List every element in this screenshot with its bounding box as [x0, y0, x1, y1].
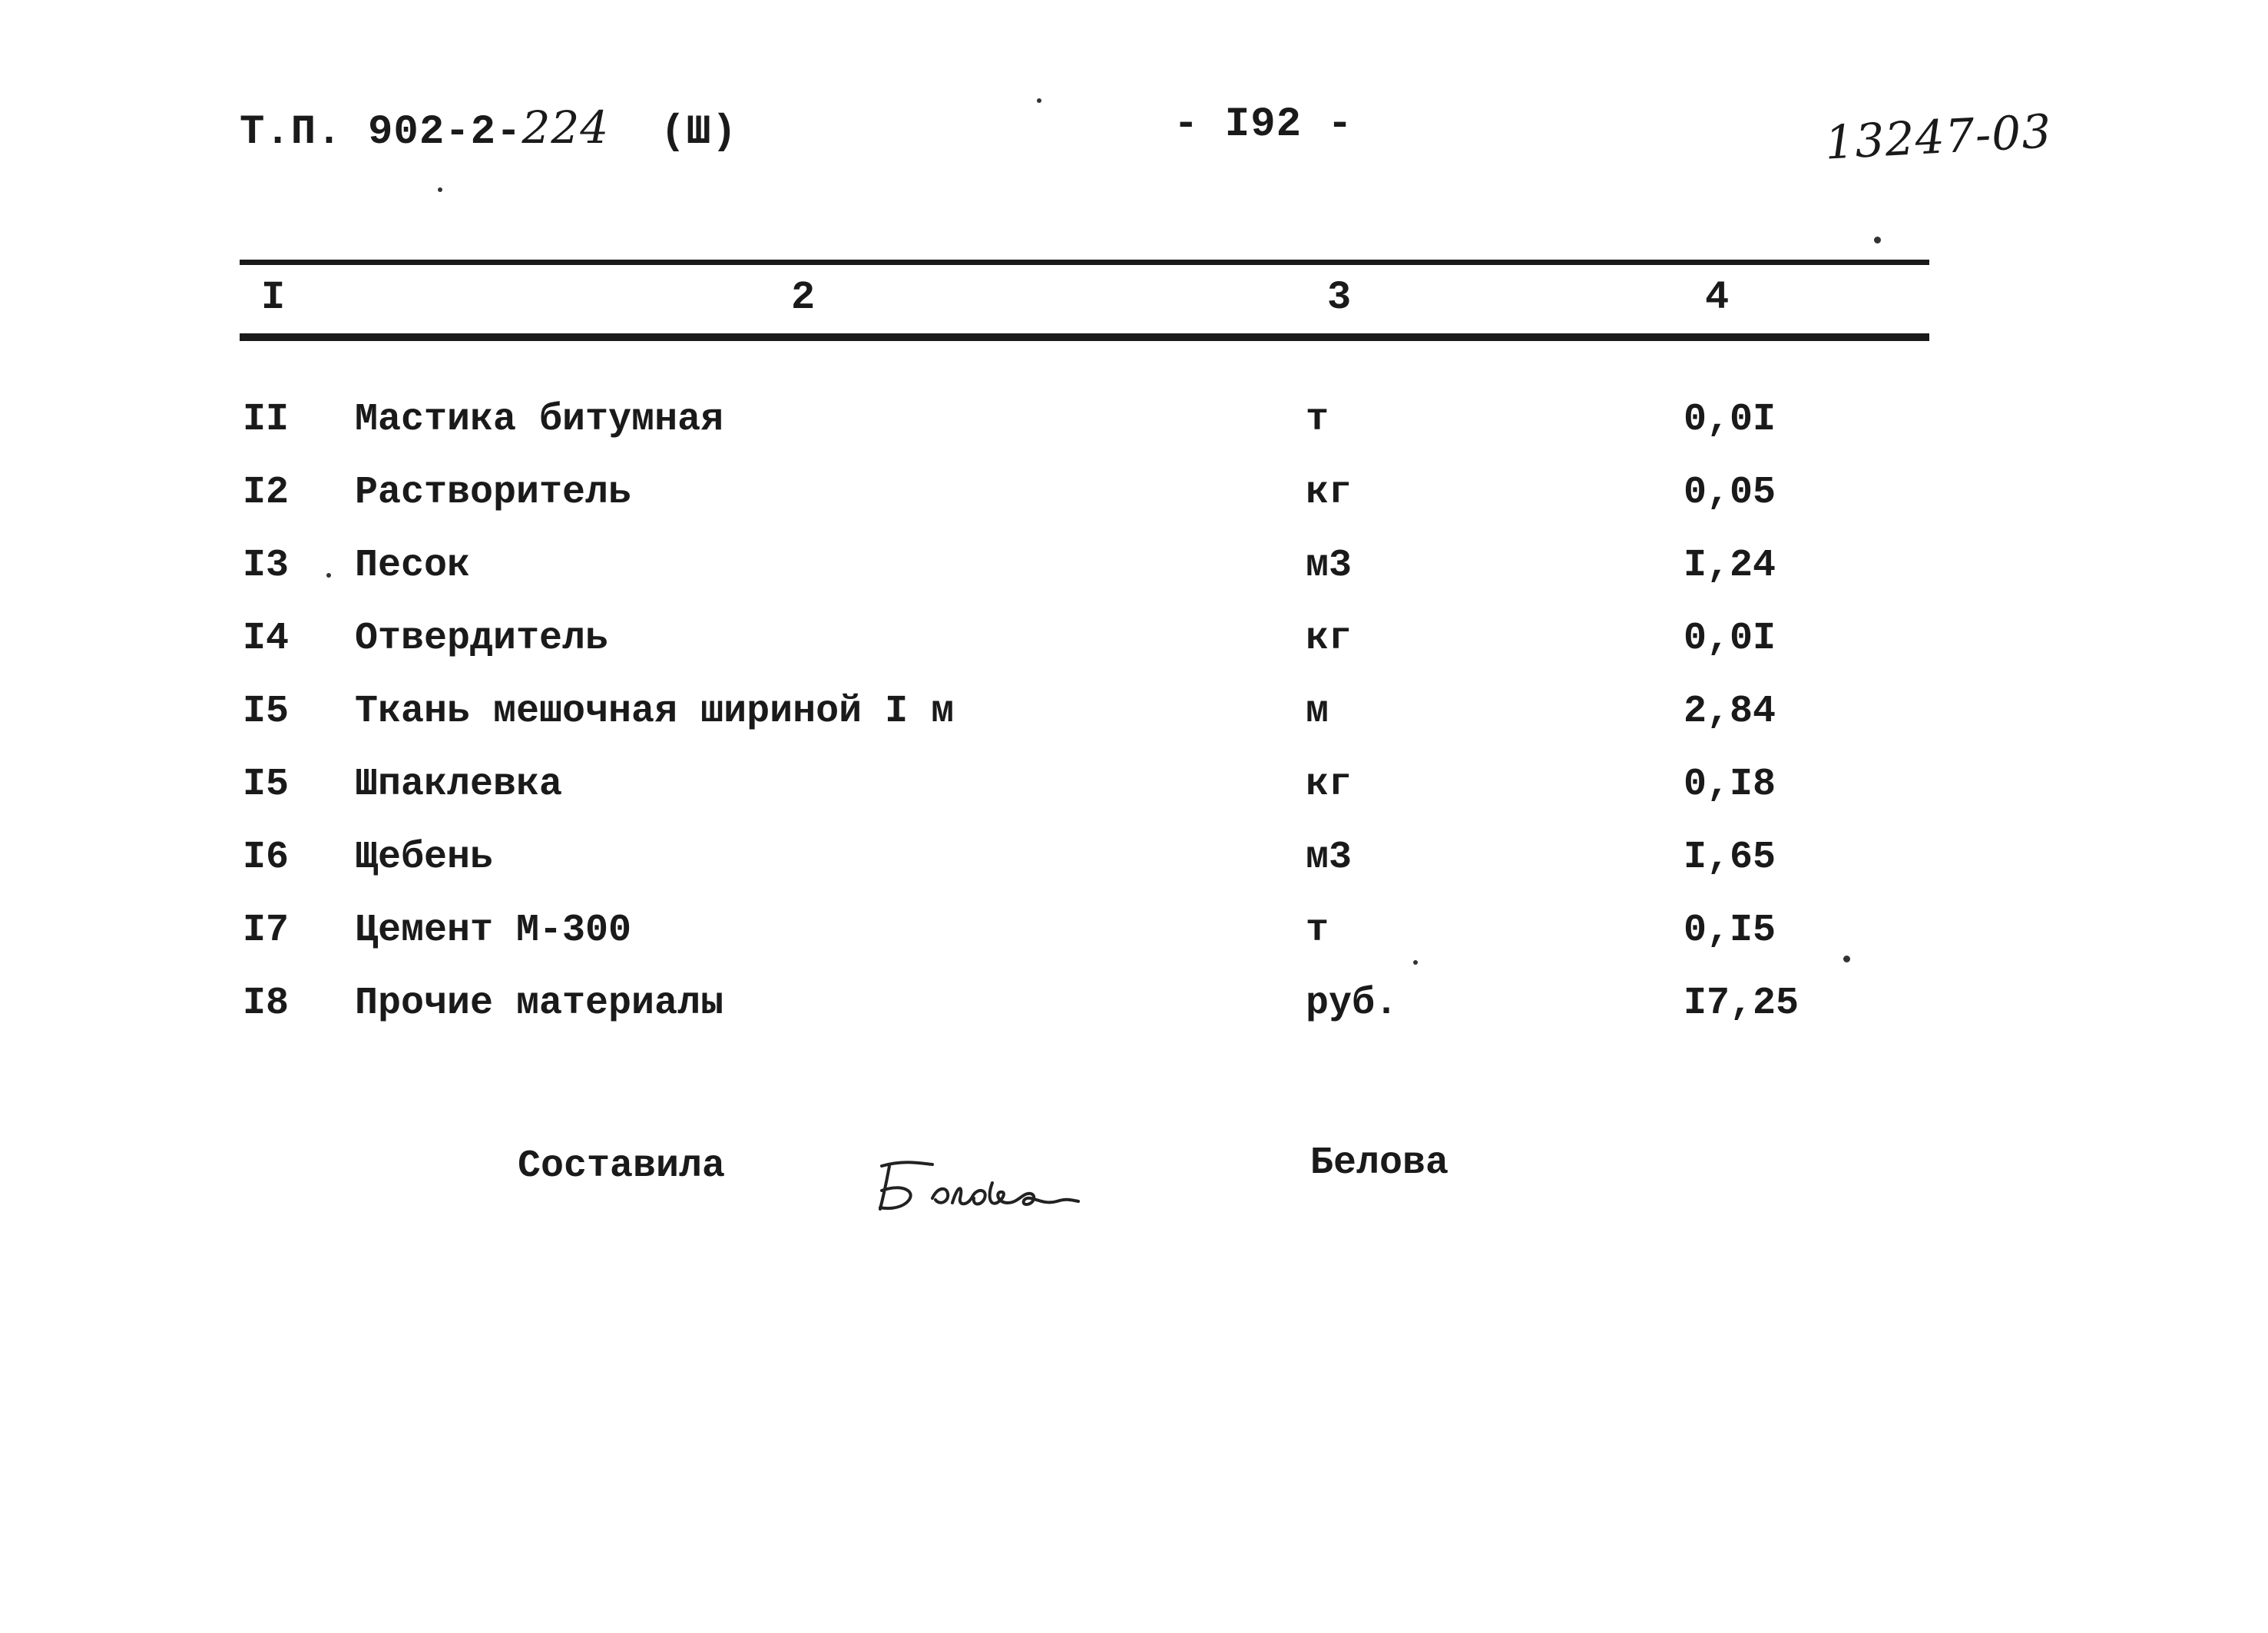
page-number: - I92 - — [1174, 101, 1353, 148]
compiler-name: Белова — [1310, 1141, 1449, 1185]
quantity: I,24 — [1684, 544, 1776, 588]
row-number: I6 — [243, 836, 290, 879]
unit: м3 — [1306, 836, 1353, 879]
document-code — [240, 101, 737, 156]
materials-table — [0, 398, 2268, 1055]
table-top-rule — [240, 260, 1929, 265]
material-name: Песок — [355, 544, 471, 588]
table-row — [0, 544, 2268, 617]
row-number: I8 — [243, 982, 290, 1025]
material-name: Щебень — [355, 836, 494, 879]
document-code-prefix: Т.П. 902-2- — [240, 109, 522, 156]
column-number-3: 3 — [1327, 275, 1352, 320]
row-number: I5 — [243, 690, 290, 734]
unit: руб. — [1306, 982, 1399, 1025]
table-row — [0, 763, 2268, 836]
row-number: I2 — [243, 471, 290, 515]
table-row — [0, 617, 2268, 690]
speck — [1413, 960, 1418, 965]
unit: м — [1306, 690, 1329, 734]
material-name: Растворитель — [355, 471, 632, 515]
quantity: 0,0I — [1684, 398, 1776, 442]
speck — [1843, 956, 1850, 962]
table-row — [0, 909, 2268, 982]
quantity: 0,I8 — [1684, 763, 1776, 807]
unit: кг — [1306, 471, 1353, 515]
unit: т — [1306, 909, 1329, 952]
unit: м3 — [1306, 544, 1353, 588]
row-number: I4 — [243, 617, 290, 661]
table-header-rule — [240, 333, 1929, 341]
material-name: Мастика битумная — [355, 398, 724, 442]
table-row — [0, 836, 2268, 909]
speck — [326, 573, 331, 578]
compiled-by-label: Составила — [518, 1144, 726, 1188]
unit: т — [1306, 398, 1329, 442]
document-code-suffix: (Ш) — [661, 109, 738, 156]
material-name: Цемент М-300 — [355, 909, 632, 952]
column-number-2: 2 — [791, 275, 816, 320]
material-name: Отвердитель — [355, 617, 609, 661]
row-number: I5 — [243, 763, 290, 807]
quantity: I,65 — [1684, 836, 1776, 879]
quantity: 0,I5 — [1684, 909, 1776, 952]
handwritten-signature — [872, 1152, 1088, 1221]
quantity: 0,05 — [1684, 471, 1776, 515]
material-name: Ткань мешочная шириной I м — [355, 690, 955, 734]
table-row — [0, 690, 2268, 763]
table-row — [0, 471, 2268, 544]
speck — [1874, 237, 1881, 243]
material-name: Прочие материалы — [355, 982, 724, 1025]
quantity: 0,0I — [1684, 617, 1776, 661]
speck — [438, 187, 442, 192]
row-number: I3 — [243, 544, 290, 588]
archive-number: 13247-03 — [1823, 104, 2054, 171]
row-number: I7 — [243, 909, 290, 952]
material-name: Шпаклевка — [355, 763, 563, 807]
table-row — [0, 982, 2268, 1055]
table-row — [0, 398, 2268, 471]
quantity: 2,84 — [1684, 690, 1776, 734]
document-code-handwritten: 224 — [521, 101, 610, 154]
column-number-4: 4 — [1705, 275, 1730, 320]
speck — [1037, 98, 1041, 103]
column-number-1: I — [261, 275, 286, 320]
unit: кг — [1306, 617, 1353, 661]
quantity: I7,25 — [1684, 982, 1800, 1025]
unit: кг — [1306, 763, 1353, 807]
row-number: II — [243, 398, 290, 442]
